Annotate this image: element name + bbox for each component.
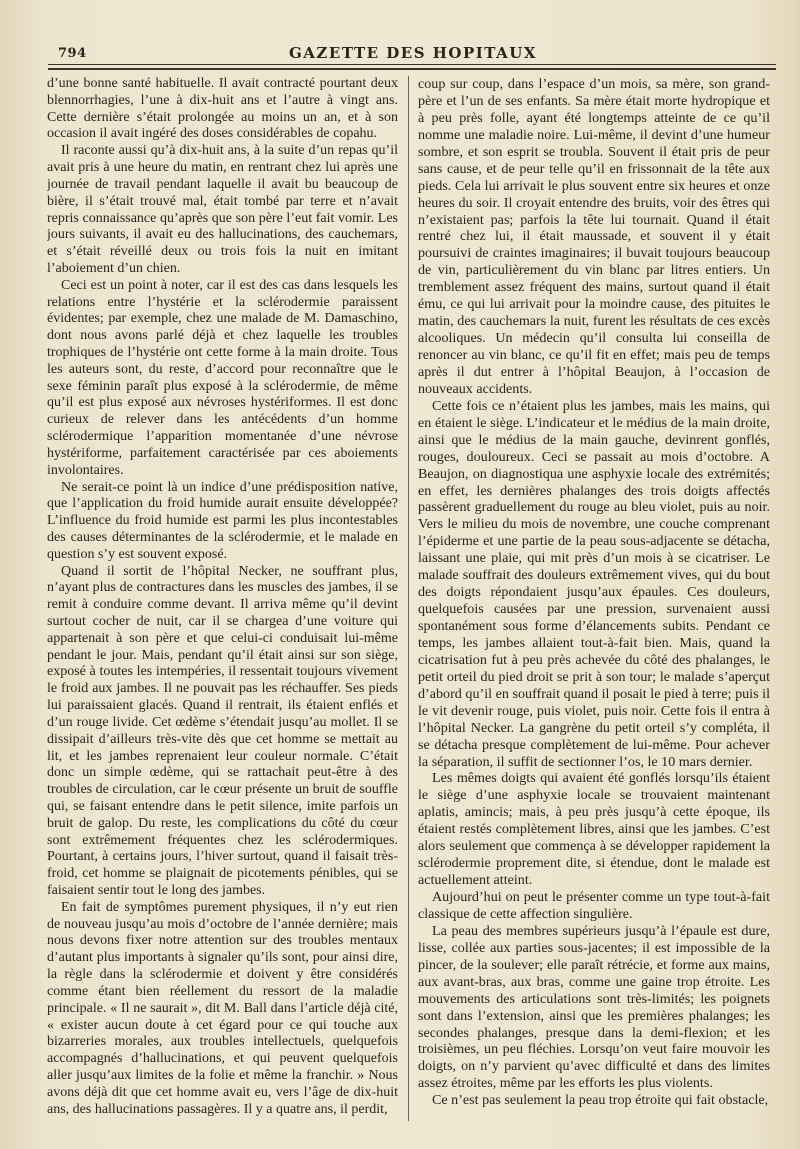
left-column <box>47 76 398 1141</box>
paragraph: Cette fois ce n’étaient plus les jambes, mais les mains, qui en étaient le siège. L’indicateur et le médius de la main droite, ainsi que le médius de la main gauche, devinrent gonflés, rouges, douloureux. Ceci se passait au mois d’octobre. A Beaujon, on diagnostiqua une asphyxie locale des extrémités; en effet, les dernières phalanges des trois doigts affectés passèrent graduellement du rouge au bleu violet, puis au noir. Vers le milieu du mois de novembre, une couche comprenant l’épiderme et une partie de la peau sous-adjacente se détacha, laissant une plaie, qui mit près d’un mois à se cicatriser. Le malade souffrait des douleurs extrêmement vives, qui du bout des doigts répondaient jusqu’aux épaules. Ces douleurs, quelquefois causées par une pression, survenaient aussi spontanément sous forme d’élancements subits. Pendant ce temps, les jambes allaient tout-à-fait bien. Mais, quand la cicatrisation fut à peu près achevée du côté des phalanges, le petit orteil du pied droit se prit à son tour; le malade s’aperçut d’abord qu’il en souffrait quand il posait le pied à terre; puis il le vit devenir rouge, puis violet, puis noir. Cette fois il entra à l’hôpital Necker. La gangrène du petit orteil s’y compléta, il se détacha presque complètement de lui-même. Pour achever la séparation, il suffit de sectionner l’os, le 10 mars dernier. <box>418 397 770 770</box>
journal-title: GAZETTE DES HOPITAUX <box>288 44 537 62</box>
page-number: 794 <box>58 46 87 61</box>
paragraph: Ne serait-ce point là un indice d’une prédisposition native, que l’application du froid humide aurait ensuite développée? L’influence du froid humide est parmi les plus incontestables des causes déterminantes de la sclérodermie, et le malade en question s’y est souvent exposé. <box>47 479 398 562</box>
paragraph: coup sur coup, dans l’espace d’un mois, sa mère, son grand-père et l’un de ses enfants. Sa mère était morte hydropique et à peu près folle, ayant été longtemps atteinte de ce qu’il nomme une maladie noire. Lui-même, il devint d’une humeur sombre, et son esprit se troubla. Souvent il était pris de peur sans cause, et de peur telle qu’il en frissonnait de la tête aux pieds. Cela lui arrivait le plus souvent entre six heures et onze heures du soir. Il croyait entendre des bruits, voir des êtres qui n’existaient pas; parfois la tête lui tournait. Quand il était rentré chez lui, il était maussade, et souvent il y était poursuivi de craintes imaginaires; il buvait toujours beaucoup de vin, particulièrement du vin blanc par litres entiers. Un tremblement assez fréquent des mains, surtout quand il était ému, ce qui lui arrivait pour la moindre cause, des pituites le matin, des cauchemars la nuit, furent les résultats de ces excès alcooliques. Un médecin qu’il consulta lui conseilla de renoncer au vin blanc, ce qu’il fit en effet; mais peu de temps après il dut entrer à l’hôpital Beaujon, à l’occasion de nouveaux accidents. <box>418 76 770 397</box>
paragraph: En fait de symptômes purement physiques, il n’y eut rien de nouveau jusqu’au mois d’octobre de l’année dernière; mais nous devons fixer notre attention sur des troubles mentaux d’autant plus importants à signaler qu’ils sont, pour ainsi dire, la règle dans la sclérodermie et doivent y être considérés comme étant bien réellement du ressort de la maladie principale. « Il ne saurait », dit M. Ball dans l’article déjà cité, « exister aucun doute à cet égard pour ce qui touche aux bizarreries morales, aux troubles intellectuels, quelquefois accompagnés d’hallucinations, et qui peuvent quelquefois aller jusqu’aux limites de la folie et même la franchir. » Nous avons déjà dit que cet homme avait eu, vers l’âge de dix-huit ans, des hallucinations passagères. Il y a quatre ans, il perdit, <box>47 899 398 1117</box>
page-header <box>50 40 776 66</box>
paragraph: Les mêmes doigts qui avaient été gonflés lorsqu’ils étaient le siège d’une asphyxie locale se trouvaient maintenant aplatis, amincis; mais, à peu près jusqu’à cette époque, ils étaient restés complètement libres, ainsi que les jambes. C’est alors seulement que commença à se développer rapidement la sclérodermie proprement dite, si étendue, dont le malade est actuellement atteint. <box>418 770 770 889</box>
paragraph: Il raconte aussi qu’à dix-huit ans, à la suite d’un repas qu’il avait pris à une heure du matin, en rentrant chez lui après une journée de travail pendant laquelle il avait bu beaucoup de bière, il s’était trouvé mal, était tombé par terre et n’avait repris connaissance qu’après que son père l’eut fait vomir. Les jours suivants, il avait eu des hallucinations, des cauchemars, et s’était réveillé deux ou trois fois la nuit en imitant l’aboiement d’un chien. <box>47 143 398 276</box>
paragraph: Aujourd’hui on peut le présenter comme un type tout-à-fait classique de cette affection singulière. <box>418 889 770 922</box>
column-divider <box>408 76 409 1121</box>
header-rule-thick <box>48 68 776 70</box>
paragraph: Ce n’est pas seulement la peau trop étroite qui fait obstacle, <box>432 1092 769 1109</box>
right-column <box>418 76 770 1141</box>
paragraph: d’une bonne santé habituelle. Il avait contracté pourtant deux blennorrhagies, l’une à dix-huit ans et l’autre à vingt ans. Cette dernière s’était prolongée au moins un an, et à son occasion il avait ingéré des doses considérables de copahu. <box>47 76 398 142</box>
header-rule-thin <box>48 64 776 65</box>
paragraph: Quand il sortit de l’hôpital Necker, ne souffrant plus, n’ayant plus de contractures dans les muscles des jambes, il se remit à conduire comme devant. Il arriva même qu’il devint surtout cocher de nuit, car il se chargea d’une voiture qui appartenait à son père et que celui-ci conduisait lui-même pendant le jour. Mais, pendant qu’il était ainsi sur son siège, exposé à toutes les intempéries, il ressentait toujours vivement le froid aux jambes. Il ne pouvait pas les réchauffer. Ses pieds lui paraissaient glacés. Quand il rentrait, ils étaient enflés et d’un rouge livide. Cet œdème s’étendait jusqu’au mollet. Il se dissipait d’ailleurs très-vite dès que cet homme se mettait au lit, et les jambes reprenaient leur couleur normale. C’était donc un simple œdème, qui se rattachait peut-être à des troubles de circulation, car le cœur présente un bruit de souffle qui, se faisant entendre dans le petit silence, imite parfois un bruit de galop. Du reste, les complications du côté du cœur sont extrêmement fréquentes chez les sclérodermiques. Pourtant, à certains jours, l’hiver surtout, quand il faisait très-froid, cet homme se plaignait de picotements pénibles, qui se faisaient sentir tout le long des jambes. <box>47 563 398 898</box>
paragraph: Ceci est un point à noter, car il est des cas dans lesquels les relations entre l’hystérie et la sclérodermie paraissent évidentes; par exemple, chez une malade de M. Damaschino, dont nous avons parlé déjà et chez laquelle les troubles trophiques de l’hystérie ont cette forme à la main droite. Tous les auteurs sont, du reste, d’accord pour reconnaître que le sexe féminin paraît plus exposé à la sclérodermie, de même qu’il est plus exposé aux névroses hystériformes. Il est donc curieux de relever dans les antécédents d’un homme sclérodermique l’apparition momentanée d’une névrose hystériforme, parfaitement caractérisée par ces aboiements involontaires. <box>47 277 398 478</box>
paragraph: La peau des membres supérieurs jusqu’à l’épaule est dure, lisse, collée aux parties sous-jacentes; il est impossible de la pincer, de la soulever; elle paraît rétrécie, et forme aux mains, aux avant-bras, aux bras, comme une gaine trop étroite. Les mouvements des articulations sont très-limités; les poignets sont dans l’extension, ainsi que les premières phalanges; les secondes phalanges, presque dans la demi-flexion; et les troisièmes, un peu fléchies. Lorsqu’on veut faire mouvoir les doigts, on n’y parvient qu’avec difficulté et dans des limites assez étroites, même par les efforts les plus violents. <box>418 922 770 1092</box>
